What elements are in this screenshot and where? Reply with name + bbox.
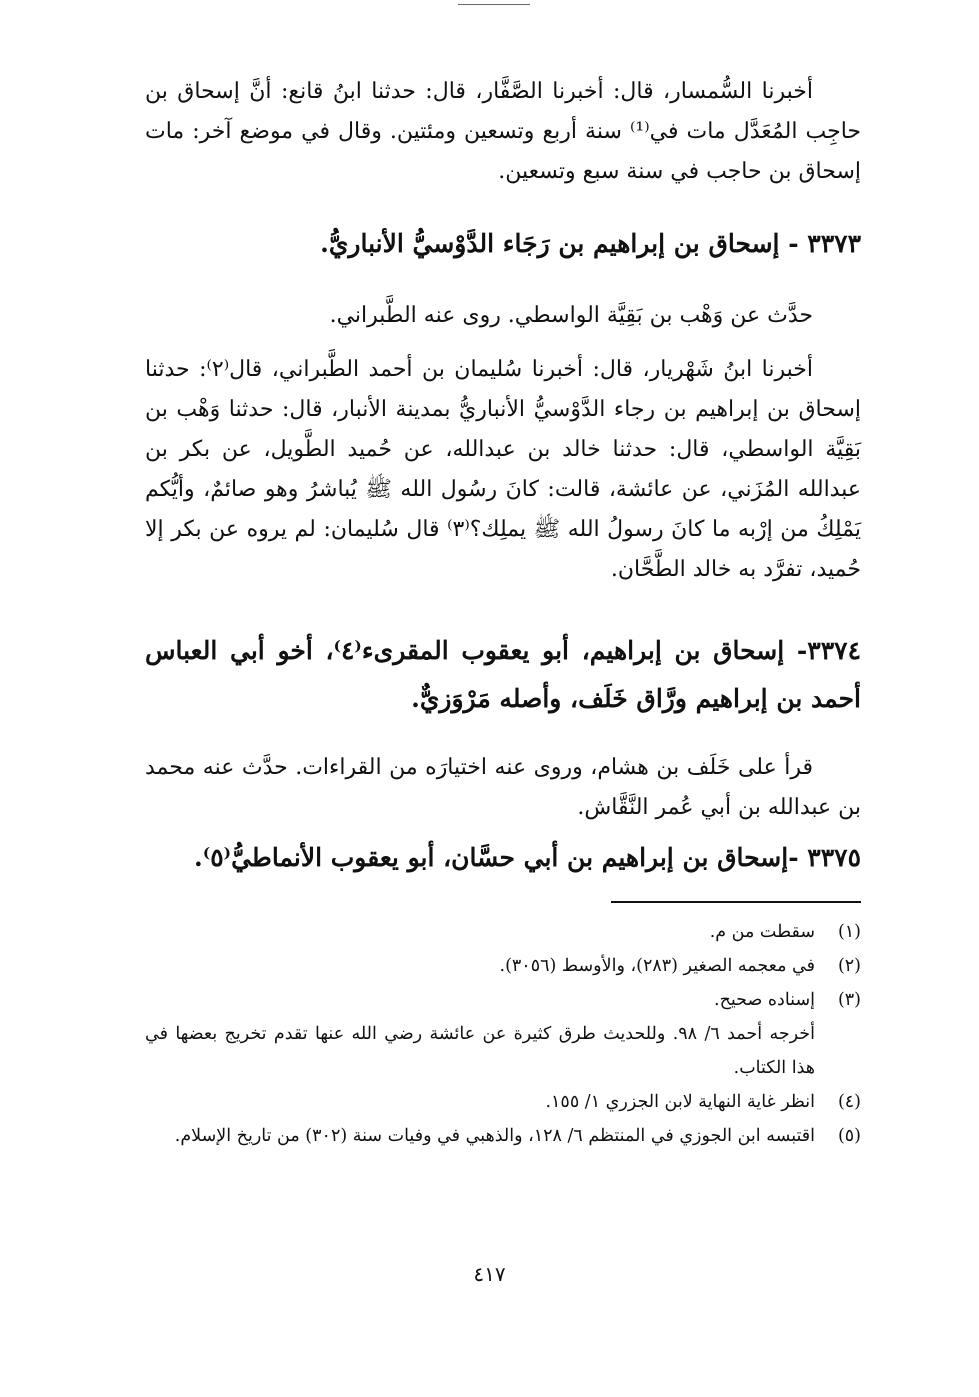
- footnote-text: اقتبسه ابن الجوزي في المنتظم ٦/ ١٢٨، والذهبي في وفيات سنة (٣٠٢) من تاريخ الإسلام.: [174, 1126, 815, 1146]
- footnote-5: [145, 1119, 861, 1153]
- footnote-number: (٢): [837, 956, 861, 976]
- footnote-number: (١): [837, 922, 861, 942]
- footnote-2: [145, 949, 861, 983]
- footnote-text: إسناده صحيح.: [714, 990, 815, 1010]
- footnote-text: في معجمه الصغير (٢٨٣)، والأوسط (٣٠٥٦).: [499, 956, 815, 976]
- footnote-separator: [611, 901, 861, 903]
- paragraph-3373-intro: حدَّث عن وَهْب بن بَقِيَّة الواسطي. روى عنه الطَّبراني.: [329, 303, 813, 328]
- page-number: ٤١٧: [473, 1262, 506, 1286]
- footnote-number: (٤): [837, 1092, 861, 1112]
- footnotes: [145, 915, 861, 1153]
- entry-heading-3374: ٣٣٧٤- إسحاق بن إبراهيم، أبو يعقوب المقرىء⁽٤⁾، أخو أبي العباس أحمد بن إبراهيم ورَّاق خَلَف، وأصله مَرْوَزيٌّ.: [145, 636, 861, 713]
- entry-heading-3375: ٣٣٧٥ -إسحاق بن إبراهيم بن أبي حسَّان، أبو يعقوب الأنماطيُّ⁽٥⁾.: [194, 843, 861, 872]
- footnote-number: (٥): [837, 1126, 861, 1146]
- paragraph-3374-body: قرأ على خَلَف بن هشام، وروى عنه اختيارَه من القراءات. حدَّث عنه محمد بن عبدالله بن أبي عُمر النَّقَّاش.: [145, 755, 861, 820]
- paragraph-narration-1: أخبرنا السُّمسار، قال: أخبرنا الصَّفَّار، قال: حدثنا ابنُ قانع: أنَّ إسحاق بن حاجِب المُعَدَّل مات في⁽¹⁾ سنة أربع وتسعين ومئتين. وقال في موضع آخر: مات إسحاق بن حاجب في سنة سبع وتسعين.: [145, 79, 861, 184]
- footnote-number: (٣): [837, 990, 861, 1010]
- top-rule: [458, 4, 530, 5]
- footnote-3-continuation: أخرجه أحمد ٦/ ٩٨. وللحديث طرق كثيرة عن عائشة رضي الله عنها تقدم تخريج بعضها في هذا الكتاب.: [145, 1024, 815, 1078]
- footnote-text: انظر غاية النهاية لابن الجزري ١/ ١٥٥.: [545, 1092, 815, 1112]
- footnote-1: [145, 915, 861, 949]
- footnote-3: [145, 983, 861, 1017]
- paragraph-3373-hadith: أخبرنا ابنُ شَهْريار، قال: أخبرنا سُليمان بن أحمد الطَّبراني، قال⁽٢⁾: حدثنا إسحاق بن إبراهيم بن رجاء الدَّوْسيُّ الأنباريُّ بمدينة الأنبار، قال: حدثنا وَهْب بن بَقِيَّة الواسطي، قال: حدثنا خالد بن عبدالله، عن حُميد الطَّويل، عن بكر بن عبدالله المُزَني، عن عائشة، قالت: كانَ رسُول الله ﷺ يُباشرُ وهو صائمٌ، وأيُّكم يَمْلِكُ من إرْبه ما كانَ رسولُ الله ﷺ يملِك؟⁽٣⁾ قال سُليمان: لم يروه عن بكر إلا حُميد، تفرَّد به خالد الطَّحَّان.: [145, 357, 862, 582]
- entry-heading-3373: ٣٣٧٣ - إسحاق بن إبراهيم بن رَجَاء الدَّوْسيُّ الأنباريُّ.: [320, 229, 861, 258]
- footnote-4: [145, 1085, 861, 1119]
- footnote-text: سقطت من م.: [709, 922, 815, 942]
